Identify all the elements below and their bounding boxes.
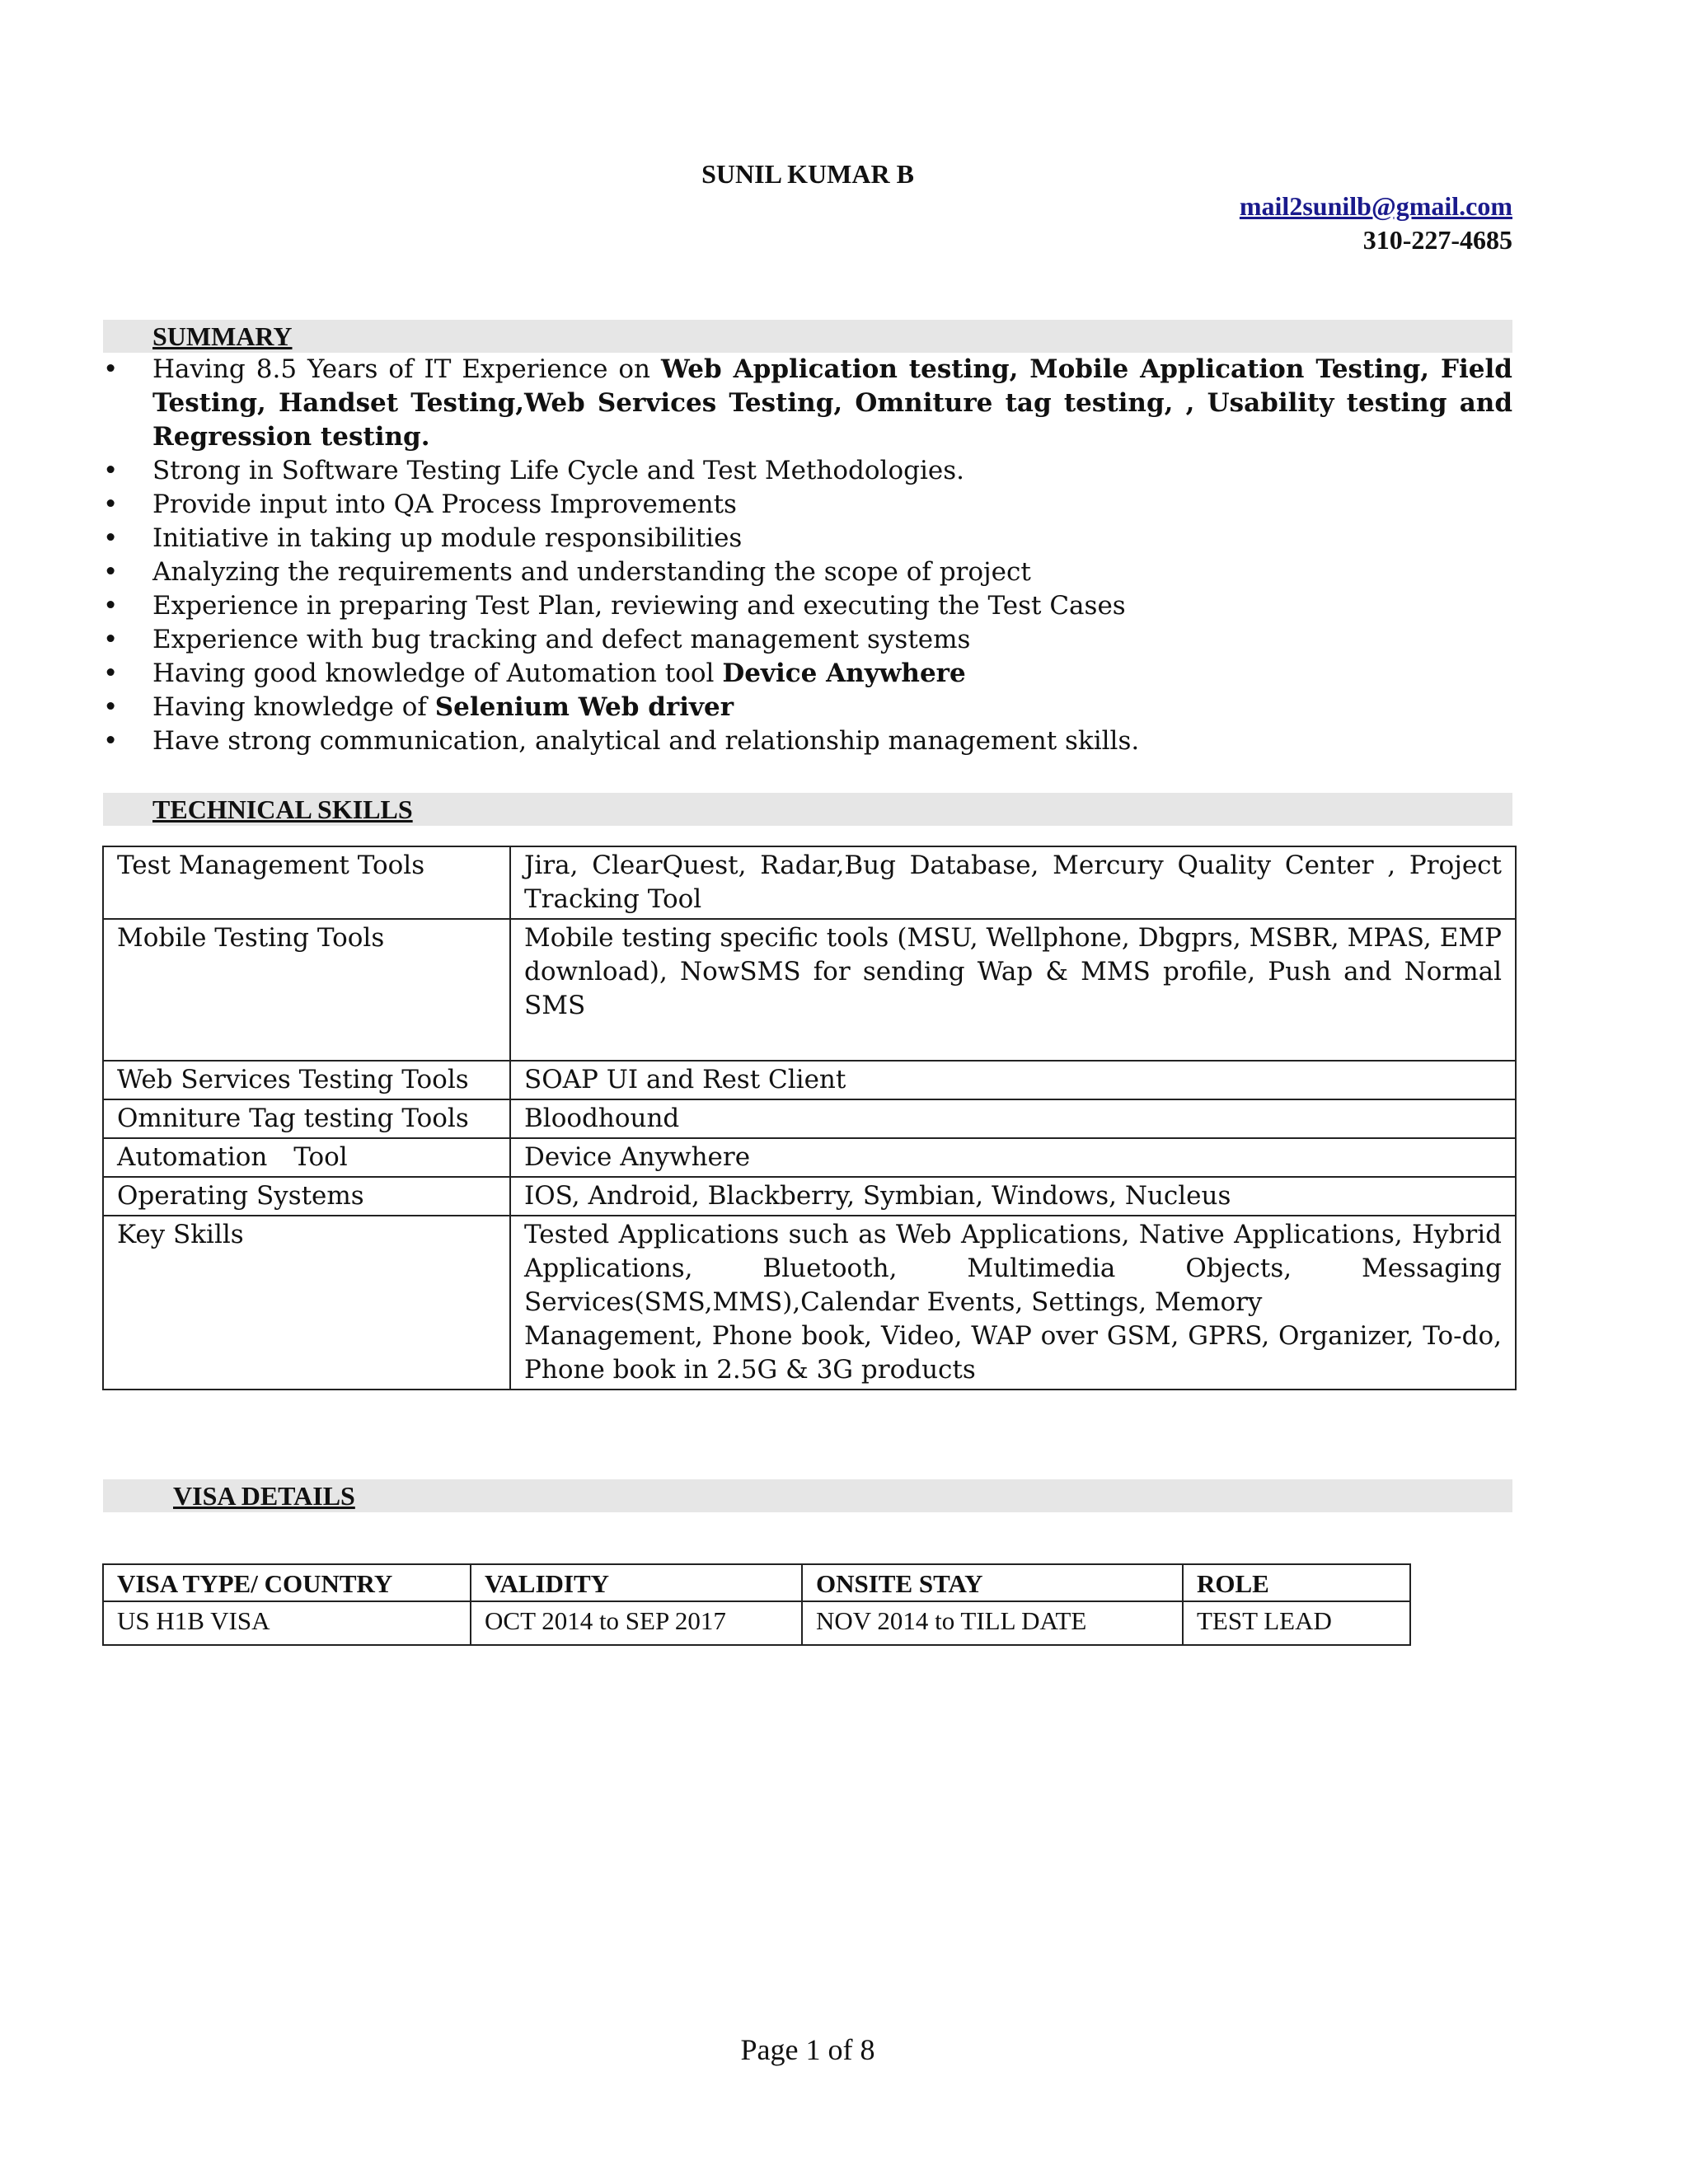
visa-title: VISA DETAILS bbox=[173, 1481, 355, 1511]
summary-item: • Have strong communication, analytical and relationship management skills. bbox=[103, 724, 1512, 758]
table-row bbox=[103, 1216, 1516, 1390]
skill-value: Bloodhound bbox=[510, 1099, 1516, 1138]
summary-list bbox=[103, 353, 1512, 758]
skill-value: Jira, ClearQuest, Radar,Bug Database, Mercury Quality Center , Project Tracking Tool bbox=[510, 846, 1516, 919]
page-number: Page 1 of 8 bbox=[740, 2033, 875, 2066]
technical-skills-section-header bbox=[103, 793, 1512, 826]
table-row bbox=[103, 919, 1516, 1061]
summary-item: • Initiative in taking up module responsibilities bbox=[103, 522, 1512, 555]
summary-item: • Experience with bug tracking and defect management systems bbox=[103, 623, 1512, 657]
table-row bbox=[103, 1601, 1410, 1645]
skill-value: SOAP UI and Rest Client bbox=[510, 1061, 1516, 1099]
table-cell: NOV 2014 to TILL DATE bbox=[802, 1601, 1183, 1645]
summary-item: • Strong in Software Testing Life Cycle and Test Methodologies. bbox=[103, 454, 1512, 488]
technical-skills-table bbox=[102, 846, 1517, 1390]
email-link[interactable]: mail2sunilb@gmail.com bbox=[1239, 191, 1512, 221]
table-row bbox=[103, 1138, 1516, 1177]
column-header: VALIDITY bbox=[471, 1564, 802, 1601]
skill-label: Operating Systems bbox=[103, 1177, 510, 1216]
table-cell: OCT 2014 to SEP 2017 bbox=[471, 1601, 802, 1645]
key-skills-text-1: Tested Applications such as Web Applications, Native Applications, Hybrid Applications, Bluetooth, Multimedia Objects, Messaging Services(SMS,MMS),Calendar Events, Settings, Memory bbox=[524, 1220, 1502, 1317]
table-cell: TEST LEAD bbox=[1183, 1601, 1410, 1645]
summary-item: • Experience in preparing Test Plan, reviewing and executing the Test Cases bbox=[103, 589, 1512, 623]
table-header-row bbox=[103, 1564, 1410, 1601]
technical-skills-title: TECHNICAL SKILLS bbox=[152, 794, 413, 824]
table-row bbox=[103, 1061, 1516, 1099]
skill-label: Key Skills bbox=[103, 1216, 510, 1390]
table-row bbox=[103, 1099, 1516, 1138]
skill-value bbox=[510, 1216, 1516, 1390]
table-cell: US H1B VISA bbox=[103, 1601, 471, 1645]
summary-title: SUMMARY bbox=[152, 321, 293, 351]
summary-item: • Having good knowledge of Automation tool Device Anywhere bbox=[103, 657, 1512, 691]
skill-label: Automation Tool bbox=[103, 1138, 510, 1177]
visa-table bbox=[102, 1563, 1411, 1646]
skill-label: Omniture Tag testing Tools bbox=[103, 1099, 510, 1138]
visa-section-header bbox=[103, 1479, 1512, 1512]
summary-item: • Having knowledge of Selenium Web driver bbox=[103, 691, 1512, 724]
phone-number: 310-227-4685 bbox=[1362, 225, 1512, 255]
table-row bbox=[103, 1177, 1516, 1216]
skill-label: Web Services Testing Tools bbox=[103, 1061, 510, 1099]
summary-section-header bbox=[103, 320, 1512, 353]
column-header: ONSITE STAY bbox=[802, 1564, 1183, 1601]
column-header: VISA TYPE/ COUNTRY bbox=[103, 1564, 471, 1601]
candidate-name: SUNIL KUMAR B bbox=[701, 159, 914, 189]
summary-item: • Provide input into QA Process Improvements bbox=[103, 488, 1512, 522]
table-row bbox=[103, 846, 1516, 919]
summary-item: • Having 8.5 Years of IT Experience on Web Application testing, Mobile Application Testing, Field Testing, Handset Testing,Web Services Testing, Omniture tag testing, , Usability testing and Regression testing. bbox=[103, 353, 1512, 454]
key-skills-text-2: Management, Phone book, Video, WAP over GSM, GPRS, Organizer, To-do, Phone book in 2.5G & 3G products bbox=[524, 1321, 1502, 1385]
skill-value: IOS, Android, Blackberry, Symbian, Windows, Nucleus bbox=[510, 1177, 1516, 1216]
skill-value: Device Anywhere bbox=[510, 1138, 1516, 1177]
column-header: ROLE bbox=[1183, 1564, 1410, 1601]
skill-label: Test Management Tools bbox=[103, 846, 510, 919]
skill-label: Mobile Testing Tools bbox=[103, 919, 510, 1061]
summary-item: • Analyzing the requirements and understanding the scope of project bbox=[103, 555, 1512, 589]
skill-value: Mobile testing specific tools (MSU, Wellphone, Dbgprs, MSBR, MPAS, EMP download), NowSMS for sending Wap & MMS profile, Push and Normal SMS bbox=[510, 919, 1516, 1061]
